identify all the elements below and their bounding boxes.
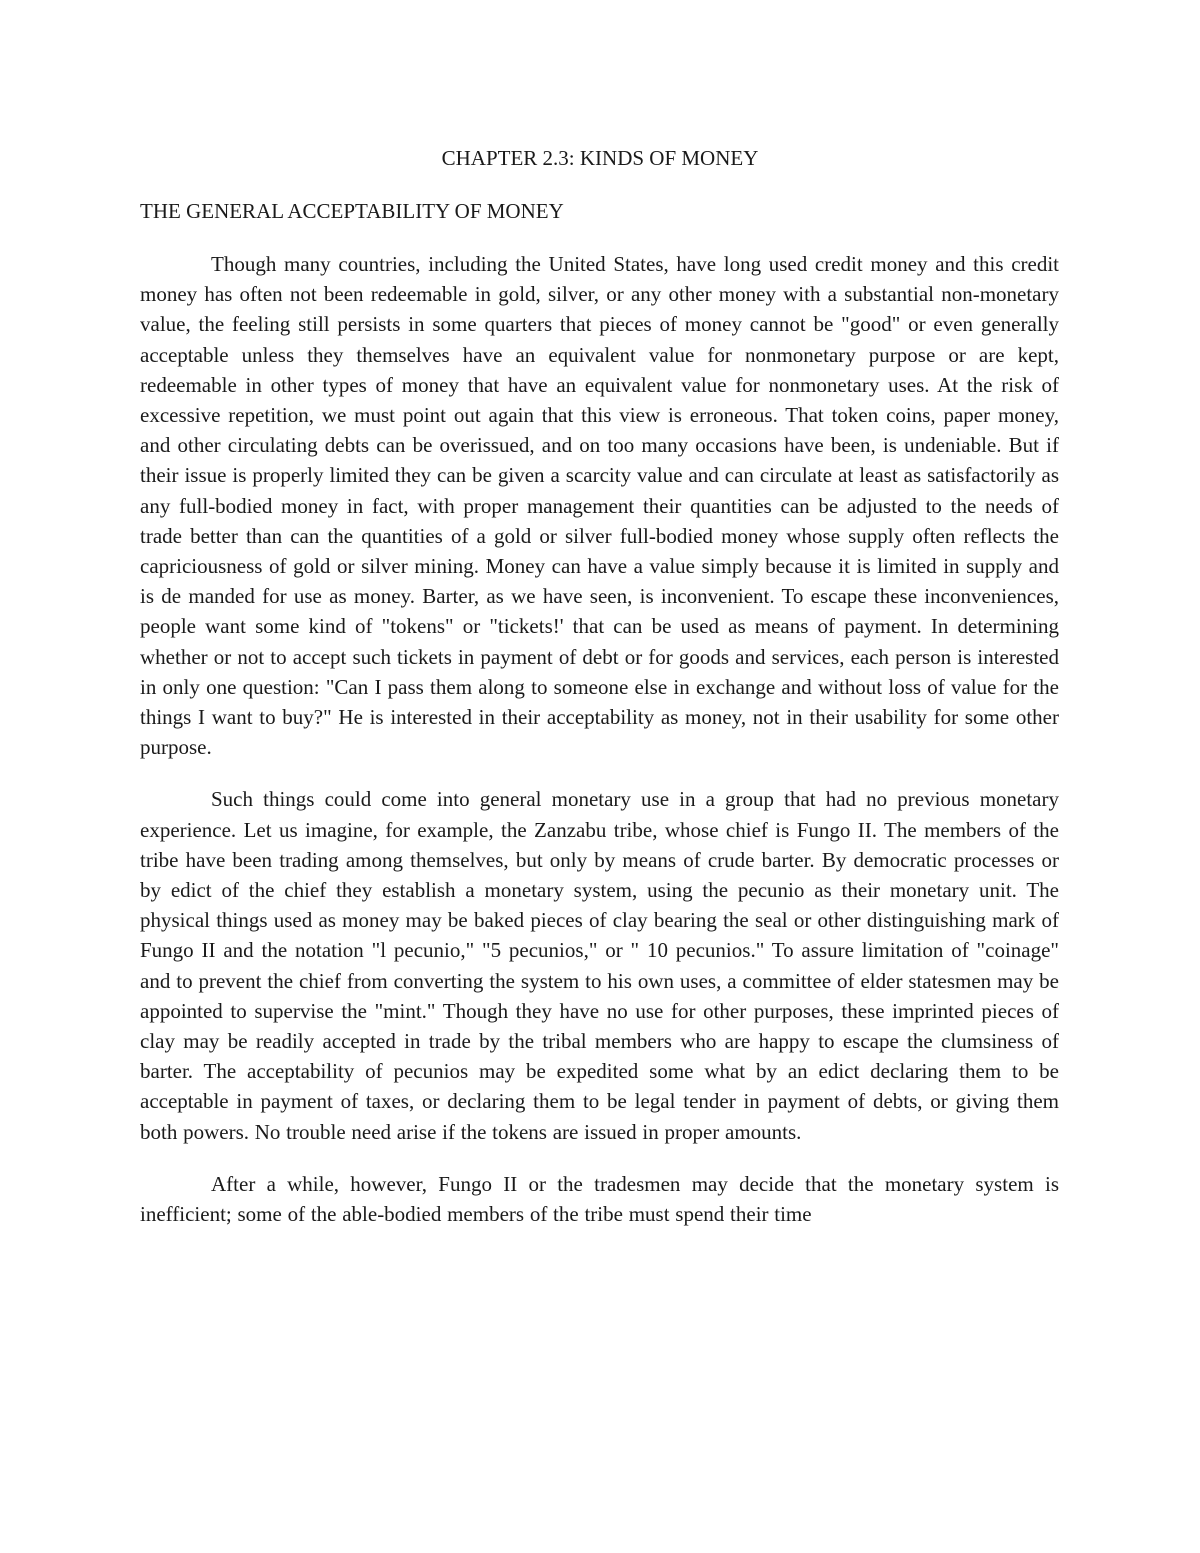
body-text (140, 249, 1059, 1251)
paragraph-3: After a while, however, Fungo II or the tradesmen may decide that the monetary system is inefficient; some of the able-bodied members of the tribe must spend their time (140, 1171, 1059, 1227)
paragraph-1: Though many countries, including the United States, have long used credit money and this credit money has often not been redeemable in gold, silver, or any other money with a substantial non-monetary value, the feeling still persists in some quarters that pieces of money cannot be "good" or even generally acceptable unless they themselves have an equivalent value for nonmonetary purpose or are kept, redeemable in other types of money that have an equivalent value for nonmonetary uses. At the risk of excessive repetition, we must point out again that this view is erroneous. That token coins, paper money, and other circulating debts can be overissued, and on too many occasions have been, is undeniable. But if their issue is properly limited they can be given a scarcity value and can circulate at least as satisfactorily as any full-bodied money in fact, with proper management their quantities can be adjusted to the needs of trade better than can the quantities of a gold or silver full-bodied money whose supply often reflects the capriciousness of gold or silver mining. Money can have a value simply because it is limited in supply and is de manded for use as money. Barter, as we have seen, is inconvenient. To escape these inconveniences, people want some kind of "tokens" or "tickets!' that can be used as means of payment. In determining whether or not to accept such tickets in payment of debt or for goods and services, each person is interested in only one question: "Can I pass them along to someone else in exchange and without loss of value for the things I want to buy?" He is interested in their acceptability as money, not in their usability for some other purpose. (140, 252, 1059, 760)
paragraph-2: Such things could come into general monetary use in a group that had no previous monetary experience. Let us imagine, for example, the Zanzabu tribe, whose chief is Fungo II. The members of the tribe have been trading among themselves, but only by means of crude barter. By democratic processes or by edict of the chief they establish a monetary system, using the pecunio as their monetary unit. The physical things used as money may be baked pieces of clay bearing the seal or other distinguishing mark of Fungo II and the notation "l pecunio," "5 pecunios," or " 10 pecunios." To assure limitation of "coinage" and to prevent the chief from converting the system to his own uses, a committee of elder statesmen may be appointed to supervise the "mint." Though they have no use for other purposes, these imprinted pieces of clay may be readily accepted in trade by the tribal members who are happy to escape the clumsiness of barter. The acceptability of pecunios may be expedited some what by an edict declaring them to be acceptable in payment of taxes, or declaring them to be legal tender in payment of debts, or giving them both powers. No trouble need arise if the tokens are issued in proper amounts. (140, 787, 1059, 1144)
chapter-title: CHAPTER 2.3: KINDS OF MONEY (441, 146, 759, 170)
section-heading: THE GENERAL ACCEPTABILITY OF MONEY (140, 199, 564, 223)
